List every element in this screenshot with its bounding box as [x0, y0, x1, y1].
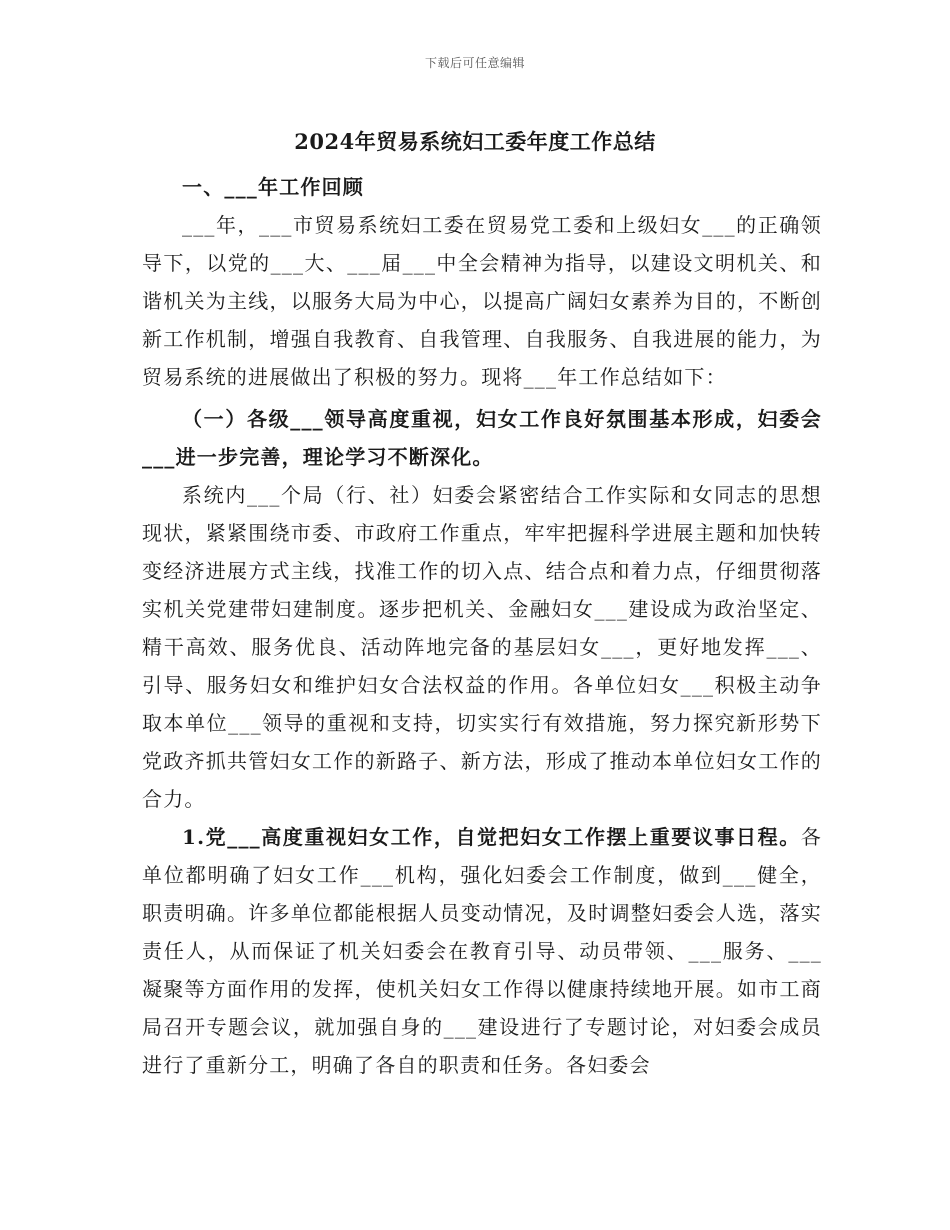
sub-heading: （一）各级___领导高度重视，妇女工作良好氛围基本形成，妇委会___进一步完善，理论学习不断深化。 — [142, 407, 822, 469]
section-heading: 一、___年工作回顾 — [182, 175, 364, 199]
paragraph — [142, 818, 822, 1084]
document-body — [142, 168, 822, 1084]
header-note: 下载后可任意编辑 — [424, 56, 525, 70]
paragraph: ___年，___市贸易系统妇工委在贸易党工委和上级妇女___的正确领导下，以党的___大、___届___中全会精神为指导，以建设文明机关、和谐机关为主线，以服务大局为中心，以提高广阔妇女素养为目的，不断创新工作机制，增强自我教育、自我管理、自我服务、自我进展的能力，为贸易系统的进展做出了积极的努力。现将___年工作总结如下： — [142, 213, 822, 389]
paragraph-lead: 1.党___高度重视妇女工作，自觉把妇女工作摆上重要议事日程。 — [182, 825, 801, 849]
document-title: 2024年贸易系统妇工委年度工作总结 — [294, 129, 656, 154]
paragraph-rest: 各单位都明确了妇女工作___机构，强化妇委会工作制度，做到___健全，职责明确。许多单位都能根据人员变动情况，及时调整妇委会人选，落实责任人，从而保证了机关妇委会在教育引导、动员带领、___服务、___凝聚等方面作用的发挥，使机关妇女工作得以健康持续地开展。如市工商局召开专题会议，就加强自身的___建设进行了专题讨论，对妇委会成员进行了重新分工，明确了各自的职责和任务。各妇委会 — [142, 825, 822, 1077]
paragraph: 系统内___个局（行、社）妇委会紧密结合工作实际和女同志的思想现状，紧紧围绕市委、市政府工作重点，牢牢把握科学进展主题和加快转变经济进展方式主线，找准工作的切入点、结合点和着力点，仔细贯彻落实机关党建带妇建制度。逐步把机关、金融妇女___建设成为政治坚定、精干高效、服务优良、活动阵地完备的基层妇女___，更好地发挥___、引导、服务妇女和维护妇女合法权益的作用。各单位妇女___积极主动争取本单位___领导的重视和支持，切实实行有效措施，努力探究新形势下党政齐抓共管妇女工作的新路子、新方法，形成了推动本单位妇女工作的合力。 — [142, 483, 822, 811]
